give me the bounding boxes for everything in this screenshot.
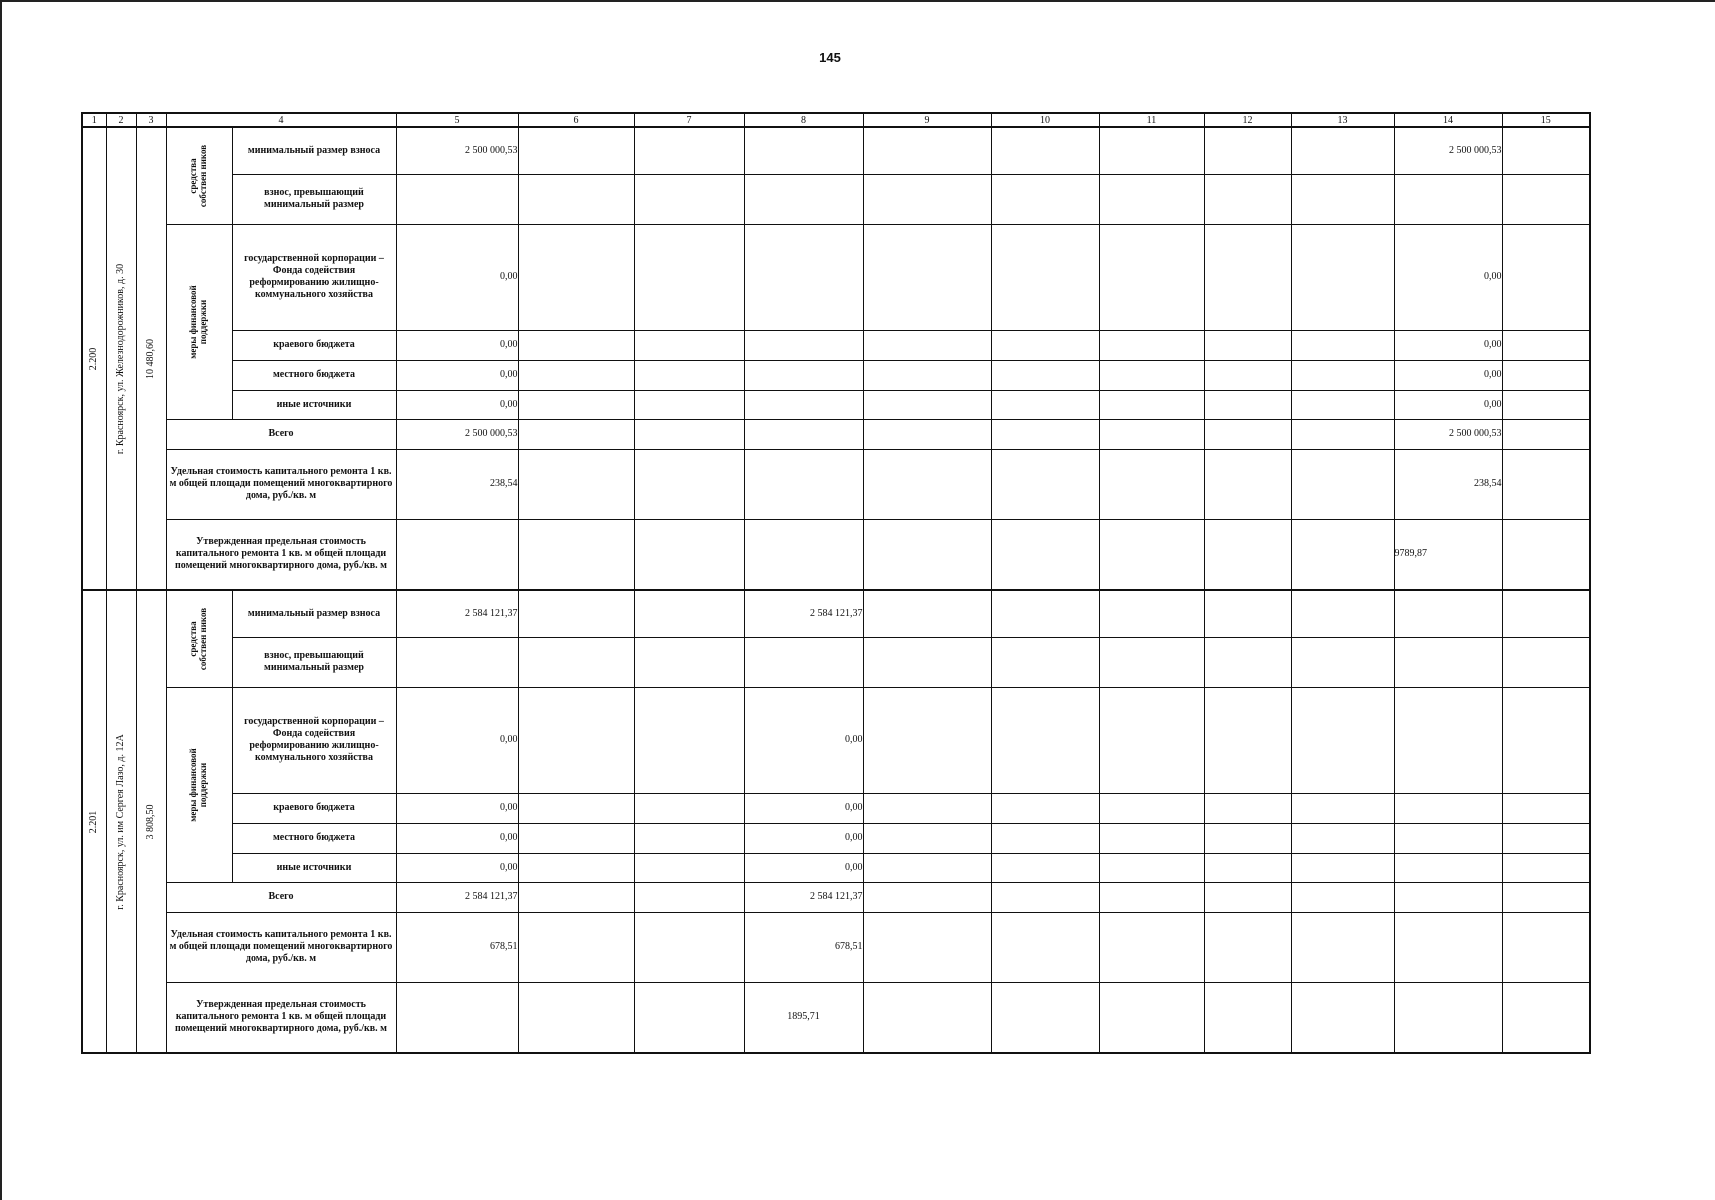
cell-c14: 0,00 [1394, 330, 1502, 360]
cell-c5: 0,00 [396, 390, 518, 419]
owners-funds-group [166, 590, 232, 687]
col-header-9: 9 [863, 113, 991, 127]
cell-c8: 0,00 [744, 687, 863, 793]
cell-c14: 0,00 [1394, 390, 1502, 419]
cell-c8: 0,00 [744, 823, 863, 853]
cell-c14: 0,00 [1394, 224, 1502, 330]
cell-c5: 2 500 000,53 [396, 127, 518, 174]
col-header-1: 1 [82, 113, 106, 127]
col-header-15: 15 [1502, 113, 1590, 127]
cell-c8: 0,00 [744, 853, 863, 882]
table-row [82, 360, 1590, 390]
support-measures-label: меры финансовой поддержки [188, 284, 208, 359]
table-row [82, 127, 1590, 174]
cell-c5 [396, 982, 518, 1053]
row-label-other-sources: иные источники [232, 853, 396, 882]
cell-c8: 2 584 121,37 [744, 882, 863, 912]
cell-c14: 2 500 000,53 [1394, 127, 1502, 174]
cell-c5: 2 584 121,37 [396, 590, 518, 637]
table-row [82, 590, 1590, 637]
cell-c5 [396, 174, 518, 224]
record-area-cell [136, 590, 166, 1053]
row-label-regional-budget: краевого бюджета [232, 793, 396, 823]
record-address: г. Красноярск, ул. им Сергея Лазо, д. 12А [115, 733, 126, 910]
cell-c5: 0,00 [396, 360, 518, 390]
page-edge-left [0, 0, 2, 1200]
cell-c8 [744, 637, 863, 687]
cell-c14 [1394, 687, 1502, 793]
cell-c8: 0,00 [744, 793, 863, 823]
cell-c14: 0,00 [1394, 360, 1502, 390]
table-row [82, 174, 1590, 224]
cell-c8 [744, 224, 863, 330]
cell-c14: 9789,87 [1394, 519, 1502, 590]
cell-c5: 0,00 [396, 330, 518, 360]
cell-c5: 238,54 [396, 449, 518, 519]
cell-c8 [744, 330, 863, 360]
cell-c8 [744, 519, 863, 590]
row-label-regional-budget: краевого бюджета [232, 330, 396, 360]
table-row [82, 519, 1590, 590]
row-label-local-budget: местного бюджета [232, 360, 396, 390]
record-area-cell [136, 127, 166, 590]
col-header-7: 7 [634, 113, 744, 127]
record-area: 3 808,50 [145, 804, 156, 839]
cell-c14 [1394, 982, 1502, 1053]
record-area: 10 480,60 [145, 338, 156, 379]
col-header-8: 8 [744, 113, 863, 127]
row-label-total: Всего [166, 419, 396, 449]
cell-c5: 0,00 [396, 853, 518, 882]
col-header-11: 11 [1099, 113, 1204, 127]
cell-c5: 0,00 [396, 793, 518, 823]
col-header-5: 5 [396, 113, 518, 127]
cell-c14 [1394, 823, 1502, 853]
row-label-other-sources: иные источники [232, 390, 396, 419]
table-row [82, 882, 1590, 912]
cell-c8 [744, 174, 863, 224]
table-row [82, 823, 1590, 853]
cell-c14 [1394, 912, 1502, 982]
record-number: 2.200 [88, 347, 100, 370]
row-label-over-min-fee: взнос, превышающий минимальный размер [232, 174, 396, 224]
capital-repair-table [81, 112, 1591, 1054]
cell-c14: 2 500 000,53 [1394, 419, 1502, 449]
table-row [82, 330, 1590, 360]
col-header-3: 3 [136, 113, 166, 127]
row-label-local-budget: местного бюджета [232, 823, 396, 853]
row-label-total: Всего [166, 882, 396, 912]
table-row [82, 687, 1590, 793]
cell-c14 [1394, 590, 1502, 637]
cell-c5: 678,51 [396, 912, 518, 982]
table-row [82, 224, 1590, 330]
col-header-4: 4 [166, 113, 396, 127]
table-row [82, 982, 1590, 1053]
table-row [82, 419, 1590, 449]
row-label-unit-cost: Удельная стоимость капитального ремонта 1 кв. м общей площади помещений многоквартирного дома, руб./кв. м [166, 449, 396, 519]
owners-funds-label: средства собствен ников [188, 607, 208, 670]
owners-funds-group [166, 127, 232, 224]
support-measures-group [166, 687, 232, 882]
cell-c14: 238,54 [1394, 449, 1502, 519]
cell-c5: 2 584 121,37 [396, 882, 518, 912]
table-row [82, 912, 1590, 982]
cell-c14 [1394, 853, 1502, 882]
cell-c8 [744, 360, 863, 390]
page-edge-top [0, 0, 1715, 2]
col-header-14: 14 [1394, 113, 1502, 127]
record-number-cell [82, 127, 106, 590]
cell-c5: 0,00 [396, 687, 518, 793]
cell-c5 [396, 519, 518, 590]
support-measures-label: меры финансовой поддержки [188, 747, 208, 822]
col-header-12: 12 [1204, 113, 1291, 127]
column-number-row [82, 113, 1590, 127]
table-row [82, 853, 1590, 882]
cell-c5: 0,00 [396, 224, 518, 330]
table-row [82, 793, 1590, 823]
record-address: г. Красноярск, ул. Железнодорожников, д. 30 [115, 263, 126, 454]
cell-c5: 0,00 [396, 823, 518, 853]
row-label-limit-cost: Утвержденная предельная стоимость капитального ремонта 1 кв. м общей площади помещений многоквартирного дома, руб./кв. м [166, 982, 396, 1053]
cell-c8 [744, 449, 863, 519]
col-header-10: 10 [991, 113, 1099, 127]
row-label-over-min-fee: взнос, превышающий минимальный размер [232, 637, 396, 687]
cell-c8: 2 584 121,37 [744, 590, 863, 637]
cell-c8: 1895,71 [744, 982, 863, 1053]
cell-c14 [1394, 793, 1502, 823]
record-address-cell [106, 590, 136, 1053]
cell-c8 [744, 419, 863, 449]
table-row [82, 449, 1590, 519]
table-row [82, 637, 1590, 687]
record-number: 2.201 [88, 810, 100, 833]
cell-c8: 678,51 [744, 912, 863, 982]
cell-c8 [744, 390, 863, 419]
col-header-6: 6 [518, 113, 634, 127]
row-label-min-fee: минимальный размер взноса [232, 127, 396, 174]
cell-c8 [744, 127, 863, 174]
record-address-cell [106, 127, 136, 590]
owners-funds-label: средства собствен ников [188, 144, 208, 207]
support-measures-group [166, 224, 232, 419]
row-label-state-corp: государственной корпорации – Фонда содействия реформированию жилищно-коммунального хозяйства [232, 687, 396, 793]
row-label-unit-cost: Удельная стоимость капитального ремонта 1 кв. м общей площади помещений многоквартирного дома, руб./кв. м [166, 912, 396, 982]
cell-c5: 2 500 000,53 [396, 419, 518, 449]
row-label-state-corp: государственной корпорации – Фонда содействия реформированию жилищно-коммунального хозяйства [232, 224, 396, 330]
cell-c14 [1394, 174, 1502, 224]
col-header-13: 13 [1291, 113, 1394, 127]
row-label-limit-cost: Утвержденная предельная стоимость капитального ремонта 1 кв. м общей площади помещений многоквартирного дома, руб./кв. м [166, 519, 396, 590]
cell-c14 [1394, 882, 1502, 912]
cell-c14 [1394, 637, 1502, 687]
row-label-min-fee: минимальный размер взноса [232, 590, 396, 637]
page-number: 145 [819, 50, 841, 65]
table-row [82, 390, 1590, 419]
col-header-2: 2 [106, 113, 136, 127]
record-number-cell [82, 590, 106, 1053]
cell-c5 [396, 637, 518, 687]
